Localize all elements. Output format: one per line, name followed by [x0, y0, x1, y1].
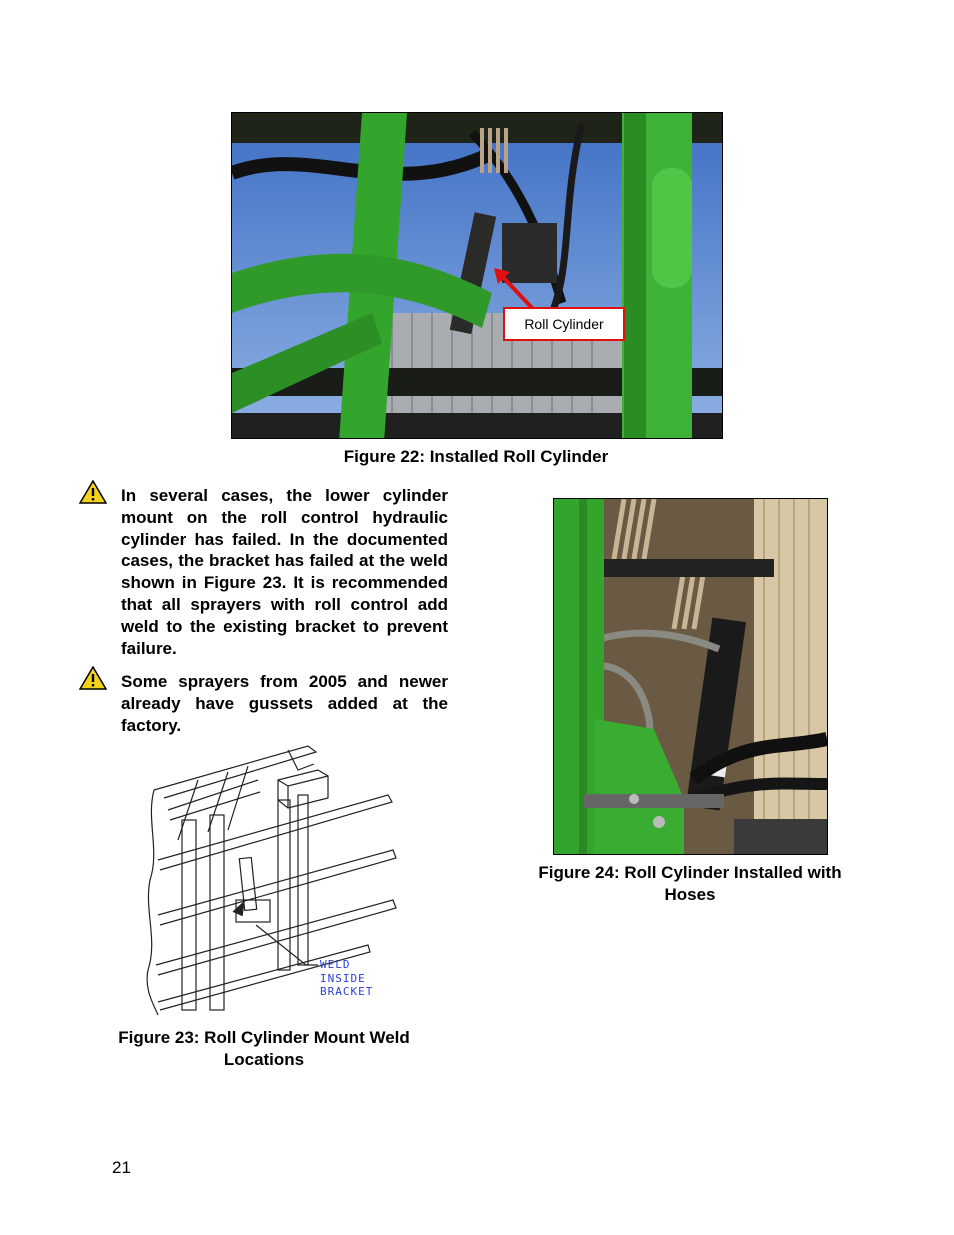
- figure-24-caption: [504, 862, 876, 906]
- warning-triangle-icon: [79, 666, 107, 690]
- figure-23-caption-line-2: Locations: [223, 1050, 305, 1069]
- roll-cylinder-hoses-photo: [554, 499, 827, 854]
- figure-24-photo: [553, 498, 828, 855]
- weld-label-line-3: BRACKET: [320, 985, 374, 998]
- figure-24-caption-line-2: Hoses: [664, 885, 716, 904]
- warning-text-gussets: Some sprayers from 2005 and newer already have gussets added at the factory.: [121, 672, 448, 735]
- figure-22-caption: Figure 22: Installed Roll Cylinder: [343, 447, 609, 466]
- warning-triangle-icon: [79, 480, 107, 504]
- figure-22-photo: [231, 112, 723, 439]
- figure-23-caption-line-1: Figure 23: Roll Cylinder Mount Weld: [118, 1028, 410, 1047]
- figure-24-caption-line-1: Figure 24: Roll Cylinder Installed with: [538, 863, 842, 882]
- weld-label-line-1: WELD: [320, 958, 351, 971]
- weld-label-line-2: INSIDE: [320, 971, 366, 985]
- page-number: 21: [112, 1158, 131, 1177]
- roll-cylinder-callout-label: Roll Cylinder: [524, 316, 604, 332]
- figure-23-caption: [80, 1027, 448, 1071]
- warning-text-roll-cylinder-mount: In several cases, the lower cylinder mount on the roll control hydraulic cylinder has failed. In the documented cases, the bracket has failed at the weld shown in Figure 23. It is recommended that all sprayers with roll control add weld to the existing bracket to prevent failure.: [121, 486, 448, 658]
- roll-cylinder-photo: [232, 113, 722, 438]
- weld-inside-bracket-label: [320, 958, 373, 999]
- roll-cylinder-callout: [503, 307, 625, 341]
